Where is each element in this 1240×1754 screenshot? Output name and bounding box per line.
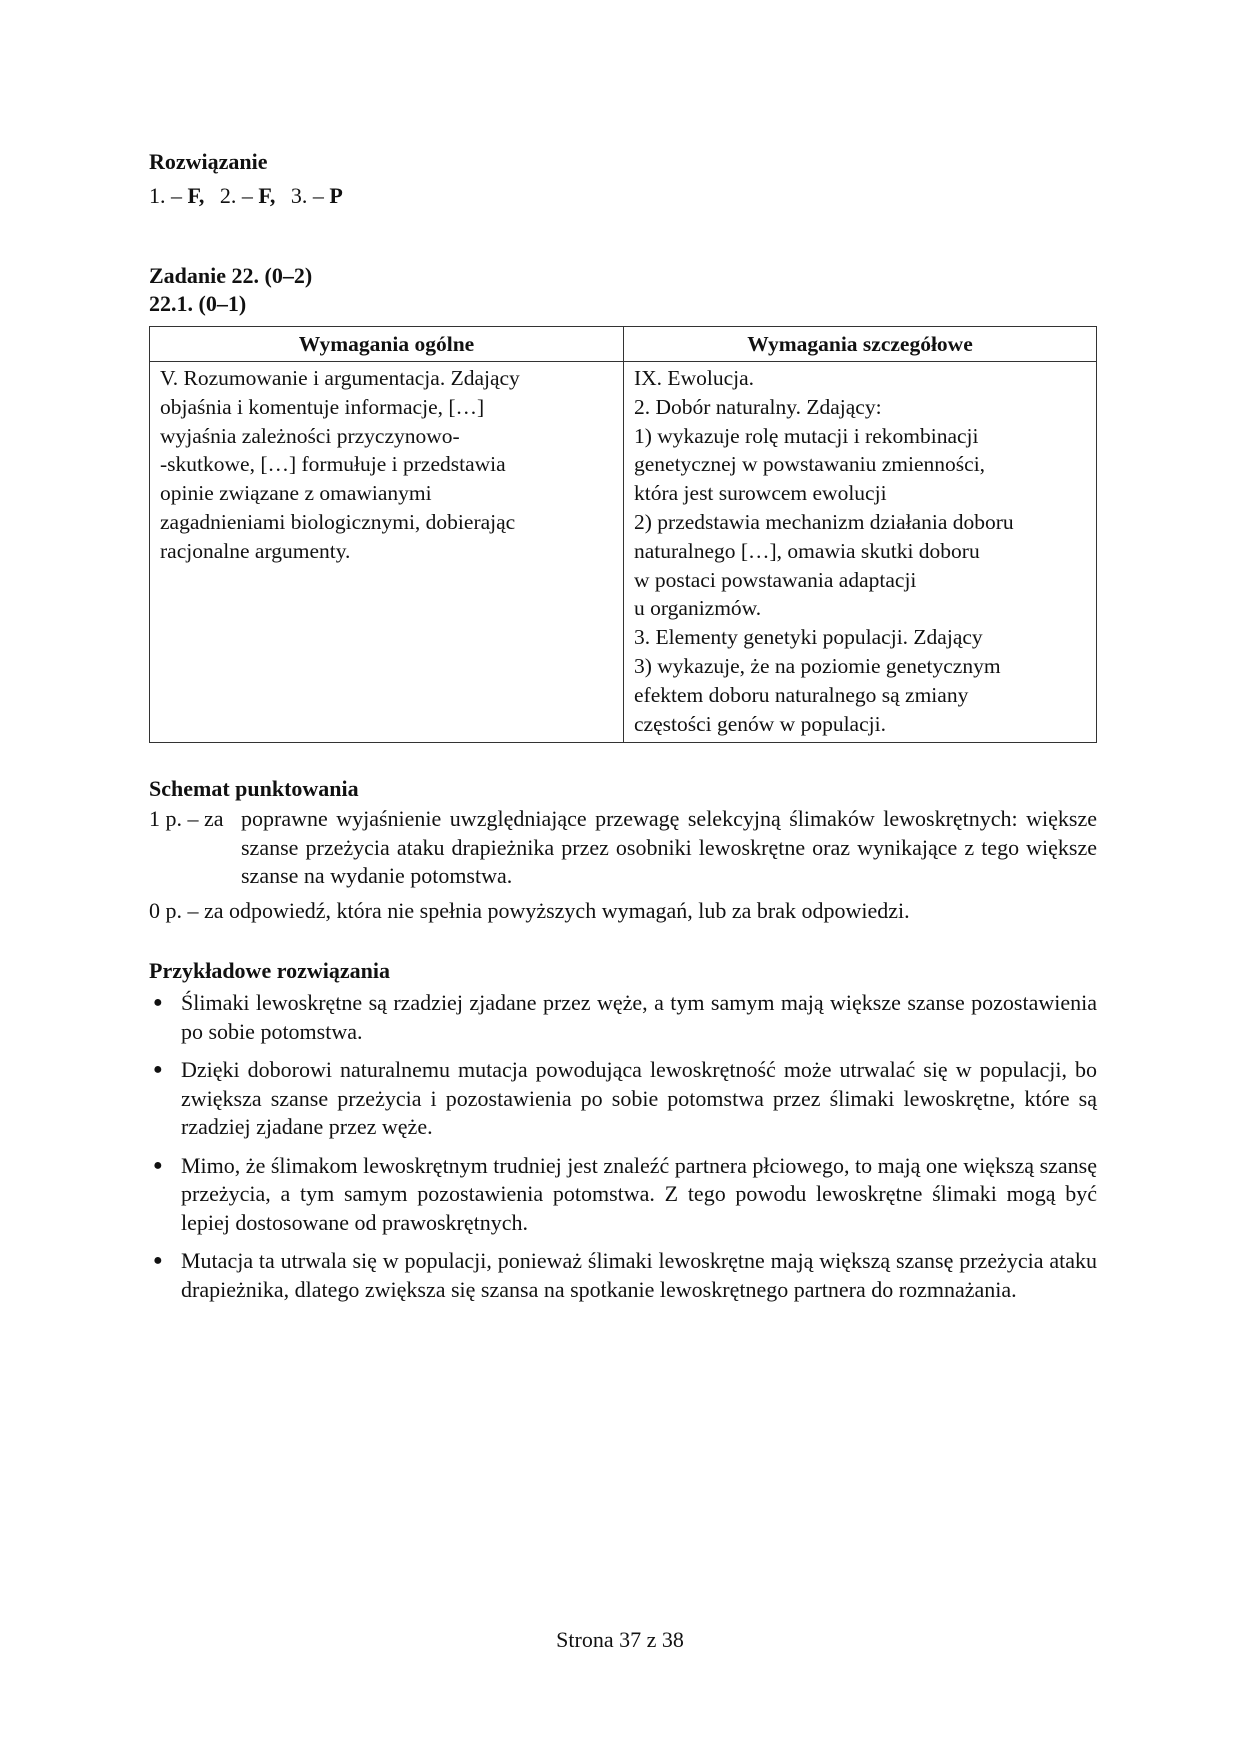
specific-line: naturalnego […], omawia skutki doboru bbox=[634, 538, 980, 563]
list-item bbox=[149, 1247, 1097, 1304]
bullet-icon: ● bbox=[153, 1156, 163, 1174]
general-line: racjonalne argumenty. bbox=[160, 538, 351, 563]
header-general: Wymagania ogólne bbox=[150, 327, 624, 362]
examples-list bbox=[149, 989, 1097, 1304]
solution-answers bbox=[149, 182, 1097, 210]
general-line: zagadnieniami biologicznymi, dobierając bbox=[160, 509, 516, 534]
page-content bbox=[149, 148, 1097, 1314]
header-specific: Wymagania szczegółowe bbox=[624, 327, 1097, 362]
example-text: Mutacja ta utrwala się w populacji, ponieważ ślimaki lewoskrętne mają większą szansę przeżycia ataku drapieżnika, dlatego zwiększa się szansa na spotkanie lewoskrętnego partnera do rozmnażania. bbox=[181, 1248, 1097, 1302]
bullet-icon: ● bbox=[153, 994, 163, 1012]
specific-line: częstości genów w populacji. bbox=[634, 711, 886, 736]
list-item bbox=[149, 989, 1097, 1046]
example-text: Dzięki doborowi naturalnemu mutacja powodująca lewoskrętność może utrwalać się w populacji, bo zwiększa szanse przeżycia i pozostawienia po sobie potomstwa przez ślimaki lewoskrętne, które są rzadziej zjadane przez węże. bbox=[181, 1057, 1097, 1140]
solution-title: Rozwiązanie bbox=[149, 149, 268, 174]
requirements-body-row bbox=[150, 362, 1097, 743]
scheme-one-label: 1 p. – za bbox=[149, 806, 224, 832]
scheme-zero-text: 0 p. – za odpowiedź, która nie spełnia powyższych wymagań, lub za brak odpowiedzi. bbox=[149, 897, 910, 923]
example-text: Mimo, że ślimakom lewoskrętnym trudniej jest znaleźć partnera płciowego, to mają one większą szansę przeżycia, a tym samym pozostawienia potomstwa. Z tego powodu lewoskrętne ślimaki mogą być lepiej dostosowane od prawoskrętnych. bbox=[181, 1152, 1097, 1235]
answer-3-num: 3. – bbox=[290, 183, 324, 208]
scheme-one-point bbox=[149, 805, 1097, 891]
requirements-table bbox=[149, 326, 1097, 743]
specific-line: 1) wykazuje rolę mutacji i rekombinacji bbox=[634, 423, 979, 448]
answer-3-value: P bbox=[329, 183, 343, 208]
requirements-header-row bbox=[150, 327, 1097, 362]
general-line: wyjaśnia zależności przyczynowo- bbox=[160, 423, 460, 448]
general-line: opinie związane z omawianymi bbox=[160, 481, 432, 506]
bullet-icon: ● bbox=[153, 1061, 163, 1079]
specific-line: w postaci powstawania adaptacji bbox=[634, 567, 917, 592]
specific-line: 2. Dobór naturalny. Zdający: bbox=[634, 394, 882, 419]
general-line: objaśnia i komentuje informacje, […] bbox=[160, 394, 485, 419]
answer-1-num: 1. – bbox=[149, 183, 182, 208]
specific-requirements-cell bbox=[624, 362, 1097, 743]
answer-2-num: 2. – bbox=[219, 183, 253, 208]
examples-title: Przykładowe rozwiązania bbox=[149, 958, 390, 984]
page-number: Strona 37 z 38 bbox=[556, 1627, 684, 1652]
specific-line: która jest surowcem ewolucji bbox=[634, 481, 887, 506]
specific-line: 3. Elementy genetyki populacji. Zdający bbox=[634, 625, 983, 650]
scheme-one-text: poprawne wyjaśnienie uwzględniające przewagę selekcyjną ślimaków lewoskrętnych: większe szanse przeżycia ataku drapieżnika przez osobniki lewoskrętne oraz wynikające z tego większe szanse na wydanie potomstwa. bbox=[241, 806, 1097, 889]
specific-line: genetycznej w powstawaniu zmienności, bbox=[634, 452, 986, 477]
specific-line: 2) przedstawia mechanizm działania doboru bbox=[634, 509, 1014, 534]
answer-2-value: F, bbox=[258, 183, 276, 208]
example-text: Ślimaki lewoskrętne są rzadziej zjadane przez węże, a tym samym mają większe szanse pozostawienia po sobie potomstwa. bbox=[181, 990, 1097, 1044]
task-title: Zadanie 22. (0–2) bbox=[149, 263, 313, 288]
specific-line: 3) wykazuje, że na poziomie genetycznym bbox=[634, 653, 1001, 678]
general-line: -skutkowe, […] formułuje i przedstawia bbox=[160, 452, 506, 477]
task-subtitle: 22.1. (0–1) bbox=[149, 291, 247, 316]
specific-line: efektem doboru naturalnego są zmiany bbox=[634, 682, 969, 707]
general-requirements-cell bbox=[150, 362, 624, 743]
list-item bbox=[149, 1152, 1097, 1238]
scheme-title: Schemat punktowania bbox=[149, 776, 359, 802]
scheme-zero-point bbox=[149, 897, 1097, 926]
bullet-icon: ● bbox=[153, 1252, 163, 1270]
specific-line: u organizmów. bbox=[634, 596, 762, 621]
list-item bbox=[149, 1056, 1097, 1142]
specific-line: IX. Ewolucja. bbox=[634, 366, 755, 390]
answer-1-value: F, bbox=[187, 183, 205, 208]
general-line: V. Rozumowanie i argumentacja. Zdający bbox=[160, 366, 520, 390]
